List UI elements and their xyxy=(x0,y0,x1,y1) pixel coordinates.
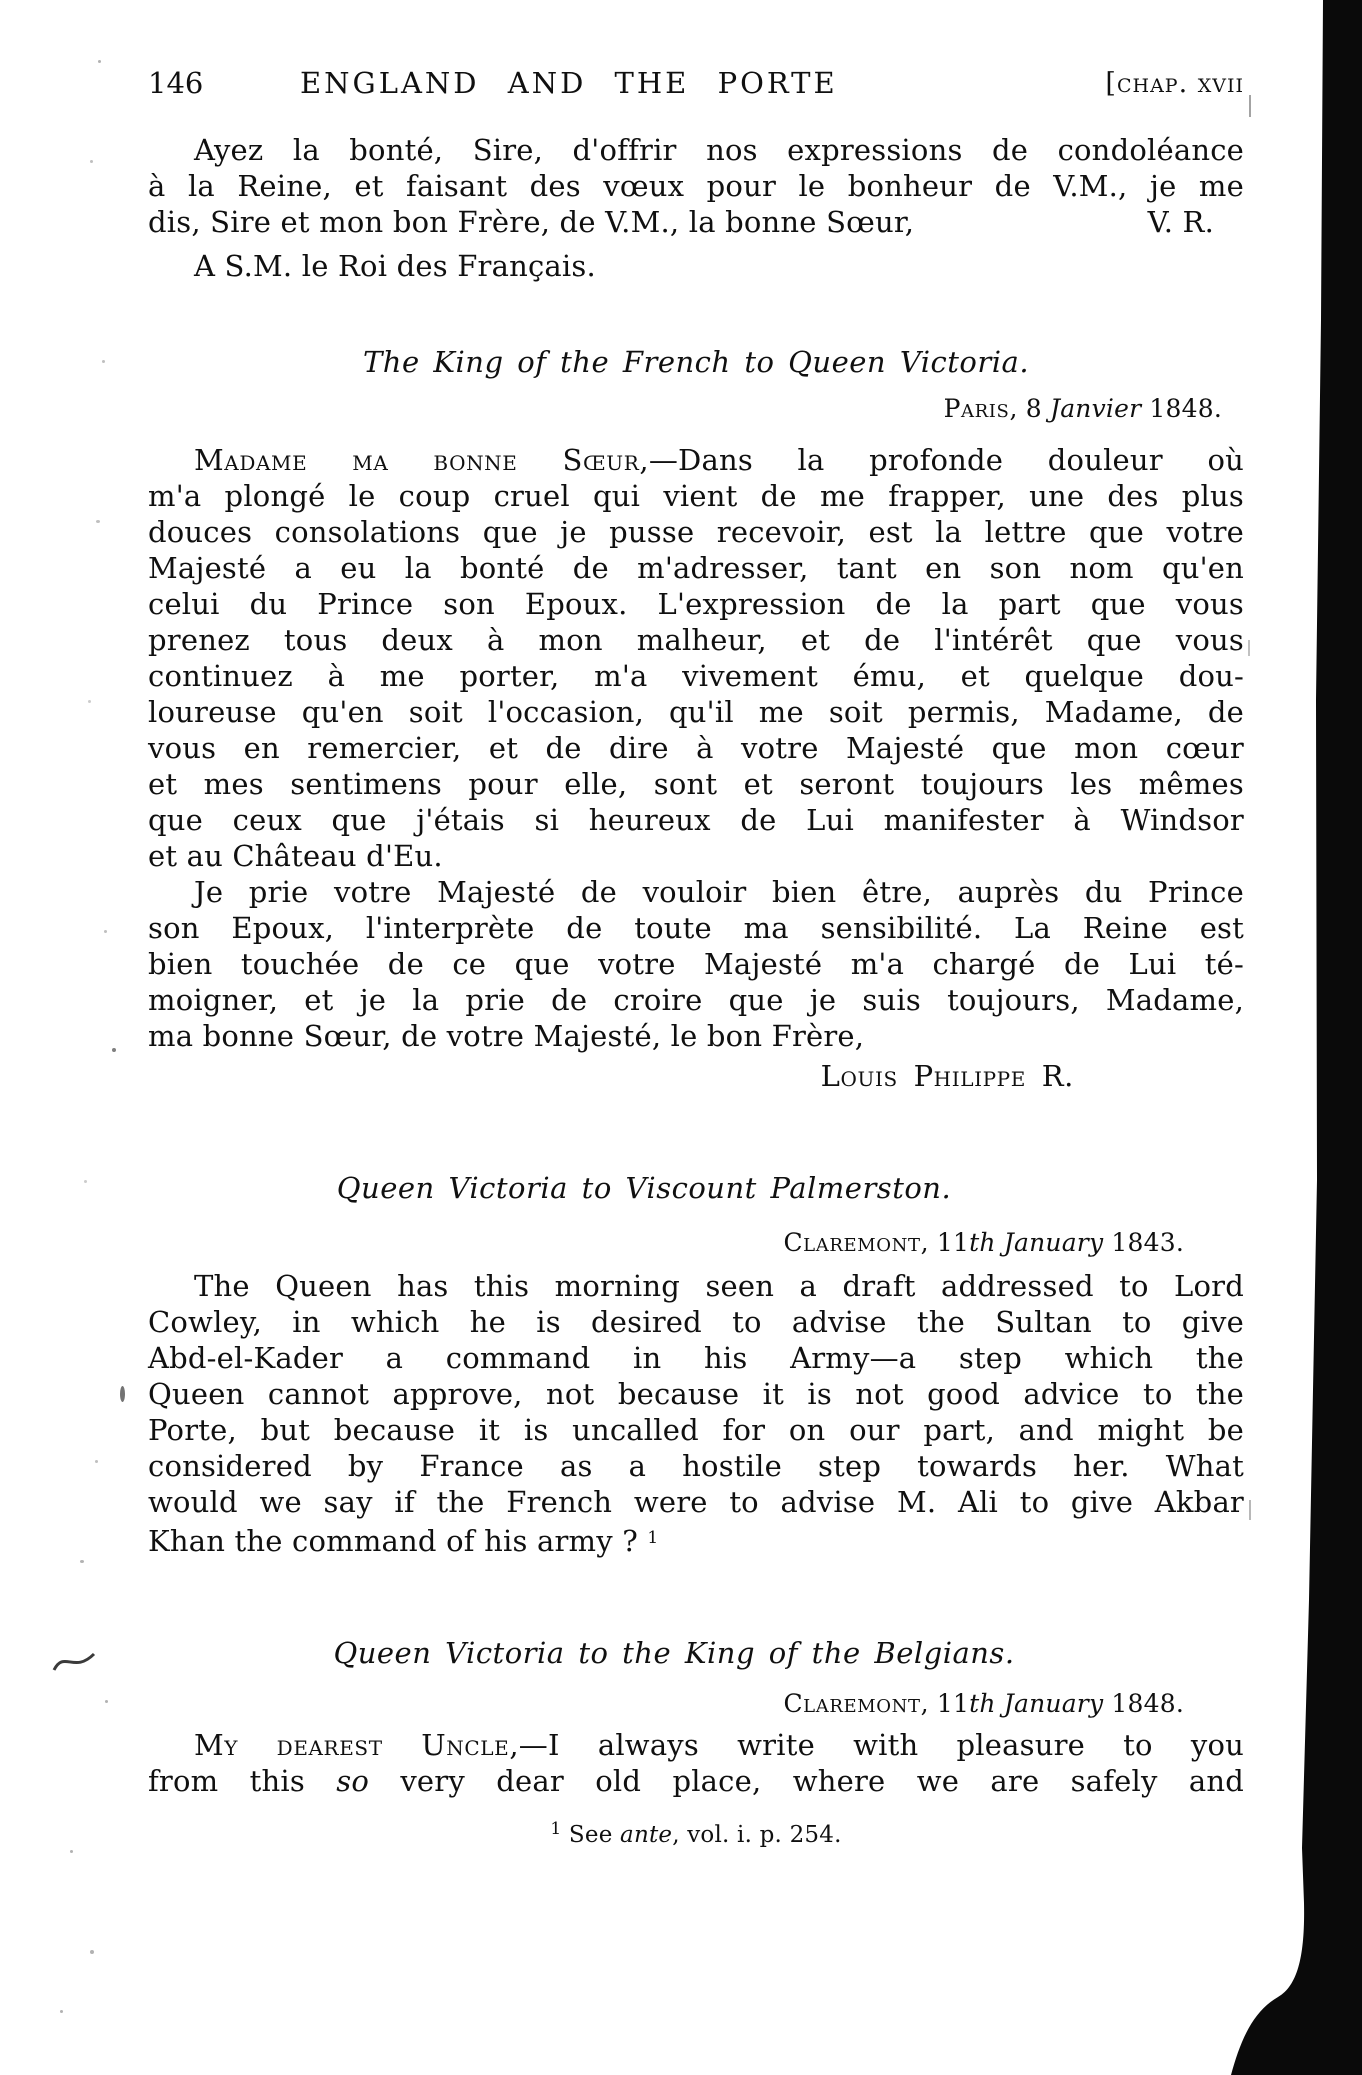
text-run: , 11 xyxy=(920,1228,970,1257)
text-run: ,—I always write with pleasure to you xyxy=(509,1728,1244,1762)
chapter-label: [chap. xvii xyxy=(1105,68,1244,99)
text-run: Je prie votre Majesté de vouloir bien être, auprès du Prince xyxy=(194,875,1244,909)
signature-louis-philippe xyxy=(148,1058,1244,1094)
french-letter-line-1 xyxy=(148,442,1244,478)
text-line xyxy=(148,1484,1244,1520)
royal-initials: V. R. xyxy=(1147,205,1214,239)
letter-heading-french-king xyxy=(148,344,1244,380)
footnote xyxy=(148,1815,1244,1849)
text-line xyxy=(148,1763,1244,1799)
text-line xyxy=(148,730,1244,766)
text-run: ma bonne Sœur, de votre Majesté, le bon Frère, xyxy=(148,1019,865,1053)
text-run: continuez à me porter, m'a vivement ému, et quelque dou- xyxy=(148,659,1244,693)
text-line xyxy=(148,1018,1244,1054)
text-line xyxy=(148,658,1244,694)
text-run: , vol. i. p. 254. xyxy=(672,1822,842,1848)
scan-noise-dot xyxy=(95,1460,98,1463)
scan-noise-dot xyxy=(84,1180,87,1183)
text-run: ,—Dans la profonde douleur où xyxy=(639,443,1244,477)
scan-mark xyxy=(50,1638,114,1682)
running-header xyxy=(148,66,1244,106)
text-run: 1 xyxy=(550,1819,562,1839)
text-run: , 11 xyxy=(920,1689,970,1718)
text-run: vous en remercier, et de dire à votre Majesté que mon cœur xyxy=(148,731,1244,765)
scan-noise-dot xyxy=(105,1700,108,1703)
text-line xyxy=(148,838,1244,874)
scan-noise-dot xyxy=(90,1950,94,1954)
scan-noise-dot xyxy=(80,1560,84,1563)
closing-line-2 xyxy=(148,168,1244,204)
text-line xyxy=(148,1304,1244,1340)
text-run: Queen Victoria to the King of the Belgians. xyxy=(333,1636,1015,1670)
text-run: very dear old place, where we are safely and xyxy=(369,1764,1244,1798)
belgians-letter-line-1 xyxy=(148,1727,1244,1763)
text-run: Majesté a eu la bonté de m'adresser, tant en son nom qu'en xyxy=(148,551,1244,585)
page-edge-tick xyxy=(1249,95,1251,117)
footnote-marker: 1 xyxy=(647,1528,659,1548)
text-run: A S.M. le Roi des Français. xyxy=(194,249,596,283)
text-run: th January xyxy=(969,1689,1104,1718)
text-run: que ceux que j'étais si heureux de Lui manifester à Windsor xyxy=(148,803,1244,837)
text-run: Ayez la bonté, Sire, d'offrir nos expressions de condoléance xyxy=(194,133,1244,167)
text-line xyxy=(148,514,1244,550)
text-run: 1843. xyxy=(1103,1228,1184,1257)
text-line xyxy=(148,874,1244,910)
text-run: See xyxy=(561,1822,621,1848)
scan-noise-dot xyxy=(102,360,105,363)
text-run: à la Reine, et faisant des vœux pour le bonheur de V.M., je me xyxy=(148,169,1244,203)
scan-noise-dot xyxy=(70,1850,73,1853)
text-run: Louis Philippe R. xyxy=(820,1059,1074,1093)
text-run: Cowley, in which he is desired to advise the Sultan to give xyxy=(148,1305,1244,1339)
scan-noise-dot xyxy=(90,160,93,163)
text-run: m'a plongé le coup cruel qui vient de me frapper, une des plus xyxy=(148,479,1244,513)
text-run: 1848. xyxy=(1103,1689,1184,1718)
text-line xyxy=(148,694,1244,730)
scan-noise-dot xyxy=(60,2010,63,2013)
text-run: moigner, et je la prie de croire que je suis toujours, Madame, xyxy=(148,983,1244,1017)
letter-date-claremont-1843 xyxy=(148,1228,1244,1258)
text-run: loureuse qu'en soit l'occasion, qu'il me soit permis, Madame, de xyxy=(148,695,1244,729)
text-run: th January xyxy=(969,1228,1104,1257)
page-number: 146 xyxy=(148,66,204,100)
text-run: et mes sentimens pour elle, sont et seront toujours les mêmes xyxy=(148,767,1244,801)
scan-noise-dot xyxy=(96,520,100,523)
text-run: so xyxy=(336,1764,370,1798)
text-run: douces consolations que je pusse recevoir, est la lettre que votre xyxy=(148,515,1244,549)
text-line xyxy=(148,802,1244,838)
scan-gutter-band xyxy=(1182,0,1362,2075)
scan-noise-dot xyxy=(98,60,101,63)
text-line xyxy=(148,550,1244,586)
text-line xyxy=(148,1376,1244,1412)
text-run: Abd-el-Kader a command in his Army—a step which the xyxy=(148,1341,1244,1375)
text-run: Paris xyxy=(943,394,1010,423)
text-line xyxy=(148,478,1244,514)
text-line xyxy=(148,946,1244,982)
text-run: Porte, but because it is uncalled for on our part, and might be xyxy=(148,1413,1244,1447)
text-run: ante xyxy=(620,1822,673,1848)
text-run: dis, Sire et mon bon Frère, de V.M., la bonne Sœur, xyxy=(148,205,915,239)
scan-noise-dot xyxy=(104,930,107,933)
text-line xyxy=(148,1340,1244,1376)
text-run: considered by France as a hostile step towards her. What xyxy=(148,1449,1244,1483)
addressee-line xyxy=(148,248,1244,284)
text-line xyxy=(148,1448,1244,1484)
running-title: ENGLAND AND THE PORTE xyxy=(300,66,838,100)
letter-date-paris xyxy=(148,394,1244,424)
text-run: 1848. xyxy=(1141,394,1222,423)
text-run: celui du Prince son Epoux. L'expression de la part que vous xyxy=(148,587,1244,621)
text-run: son Epoux, l'interprète de toute ma sensibilité. La Reine est xyxy=(148,911,1244,945)
scan-noise-dot xyxy=(120,1386,125,1402)
salutation: My dearest Uncle xyxy=(194,1728,510,1762)
text-line xyxy=(148,766,1244,802)
text-run: Queen Victoria to Viscount Palmerston. xyxy=(336,1171,952,1205)
text-run: from this xyxy=(148,1764,337,1798)
page-edge-tick xyxy=(1249,1500,1251,1520)
text-run: et au Château d'Eu. xyxy=(148,839,443,873)
text-line xyxy=(148,1520,1244,1559)
scan-noise-dot xyxy=(88,700,91,703)
text-line xyxy=(148,622,1244,658)
text-run: Claremont xyxy=(783,1228,921,1257)
closing-line-1 xyxy=(148,132,1244,168)
text-blocks xyxy=(148,132,1244,1849)
text-line xyxy=(148,586,1244,622)
text-line xyxy=(148,1412,1244,1448)
english-letter-line-1 xyxy=(148,1268,1244,1304)
text-line xyxy=(148,910,1244,946)
text-run: bien touchée de ce que votre Majesté m'a chargé de Lui té- xyxy=(148,947,1244,981)
text-run: The Queen has this morning seen a draft addressed to Lord xyxy=(194,1269,1244,1303)
page-edge-tick xyxy=(1248,640,1250,656)
letter-date-claremont-1848 xyxy=(148,1689,1244,1719)
text-run: would we say if the French were to advise M. Ali to give Akbar xyxy=(148,1485,1244,1519)
text-run: Queen cannot approve, not because it is not good advice to the xyxy=(148,1377,1244,1411)
closing-line-3 xyxy=(148,204,1244,240)
text-run: Claremont xyxy=(783,1689,921,1718)
text-run: Janvier xyxy=(1049,394,1142,423)
text-run: prenez tous deux à mon malheur, et de l'intérêt que vous xyxy=(148,623,1244,657)
scan-noise-dot xyxy=(112,1048,116,1052)
letter-heading-belgians xyxy=(126,1635,1222,1671)
salutation: Madame ma bonne Sœur xyxy=(194,443,640,477)
text-run: Khan the command of his army ? xyxy=(148,1524,648,1558)
letter-heading-palmerston xyxy=(96,1170,1192,1206)
text-line xyxy=(148,982,1244,1018)
text-run: , 8 xyxy=(1009,394,1050,423)
text-run: The King of the French to Queen Victoria. xyxy=(362,345,1030,379)
